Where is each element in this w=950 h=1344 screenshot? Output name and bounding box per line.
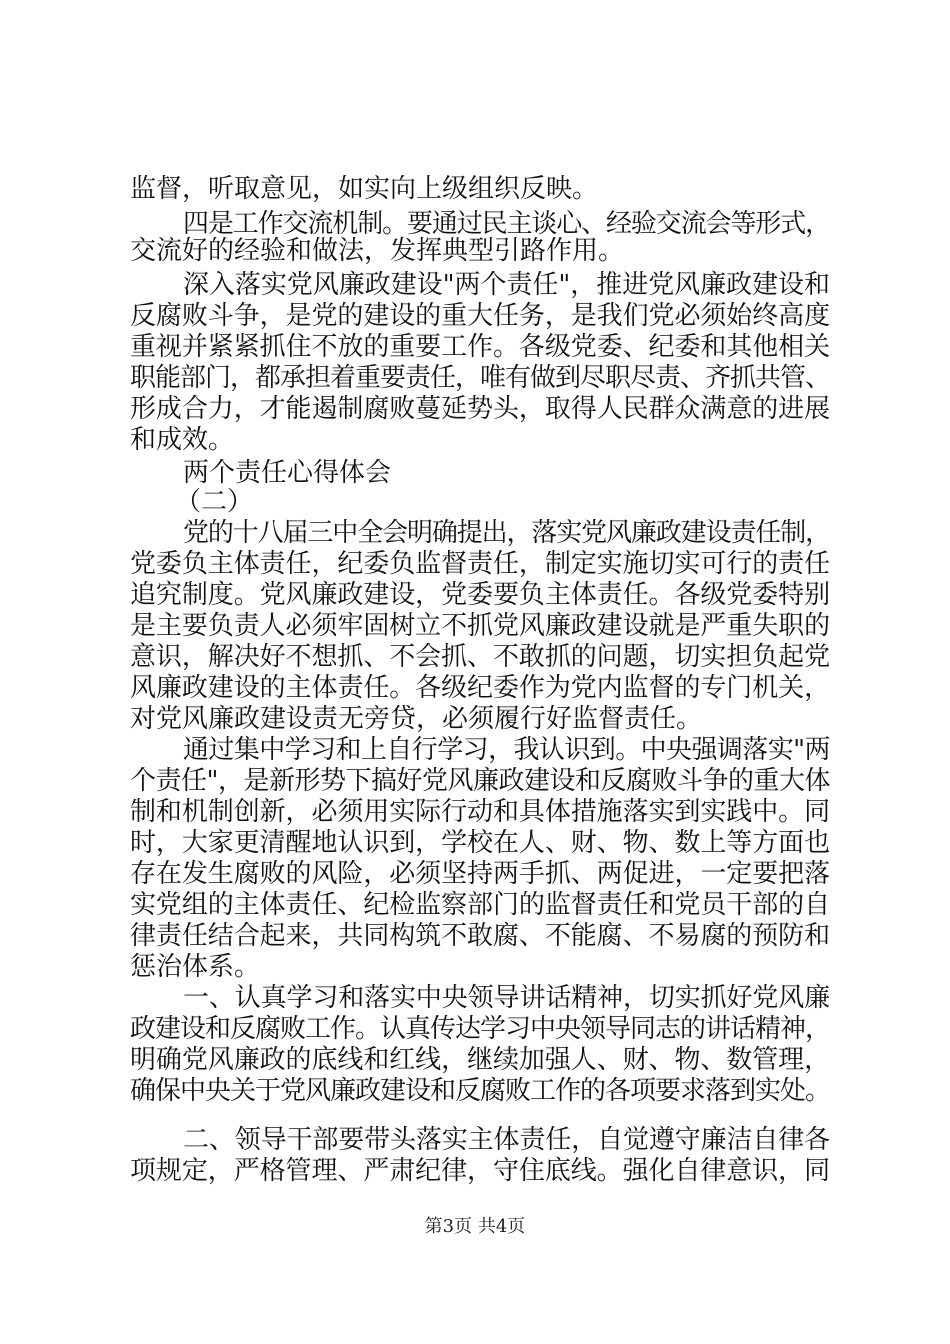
paragraph-line: 意识，解决好不想抓、不会抓、不敢抓的问题，切实担负起党 <box>130 642 831 672</box>
paragraph-line: 个责任"，是新形势下搞好党风廉政建设和反腐败斗争的重大体 <box>130 766 830 796</box>
paragraph-line: 反腐败斗争，是党的建设的重大任务，是我们党必须始终高度 <box>130 301 831 331</box>
paragraph-line: 重视并紧紧抓住不放的重要工作。各级党委、纪委和其他相关 <box>130 332 831 362</box>
paragraph-line: 监督，听取意见，如实向上级组织反映。 <box>130 174 599 204</box>
paragraph-line: 四是工作交流机制。要通过民主谈心、经验交流会等形式， <box>183 209 831 239</box>
page-footer: 第3页 共4页 <box>424 1216 526 1237</box>
paragraph-line: 惩治体系。 <box>130 952 261 982</box>
paragraph-line: 对党风廉政建设责无旁贷，必须履行好监督责任。 <box>130 704 703 734</box>
paragraph-line: 律责任结合起来，共同构筑不敢腐、不能腐、不易腐的预防和 <box>130 921 831 951</box>
paragraph-line: 确保中央关于党风廉政建设和反腐败工作的各项要求落到实处。 <box>130 1076 831 1106</box>
paragraph-line: 二、领导干部要带头落实主体责任，自觉遵守廉洁自律各 <box>183 1125 831 1155</box>
paragraph-line: 形成合力，才能遏制腐败蔓延势头，取得人民群众满意的进展 <box>130 394 831 424</box>
paragraph-line: 深入落实党风廉政建设"两个责任"，推进党风廉政建设和 <box>183 270 830 300</box>
paragraph-line: 时，大家更清醒地认识到，学校在人、财、物、数上等方面也 <box>130 828 831 858</box>
paragraph-line: 一、认真学习和落实中央领导讲话精神，切实抓好党风廉 <box>183 983 831 1013</box>
paragraph-line: 实党组的主体责任、纪检监察部门的监督责任和党员干部的自 <box>130 890 831 920</box>
paragraph-line: 党的十八届三中全会明确提出，落实党风廉政建设责任制， <box>183 518 831 548</box>
paragraph-line: 是主要负责人必须牢固树立不抓党风廉政建设就是严重失职的 <box>130 611 831 641</box>
section-title: 两个责任心得体会 <box>183 458 392 488</box>
paragraph-line: 明确党风廉政的底线和红线，继续加强人、财、物、数管理， <box>130 1045 831 1075</box>
paragraph-line: 政建设和反腐败工作。认真传达学习中央领导同志的讲话精神， <box>130 1014 831 1044</box>
paragraph-line: 存在发生腐败的风险，必须坚持两手抓、两促进，一定要把落 <box>130 859 831 889</box>
section-subtitle: （二） <box>175 487 254 517</box>
paragraph-line: 通过集中学习和上自行学习，我认识到。中央强调落实"两 <box>183 735 830 765</box>
paragraph-line: 项规定，严格管理、严肃纪律，守住底线。强化自律意识，同 <box>130 1156 831 1186</box>
paragraph-line: 交流好的经验和做法，发挥典型引路作用。 <box>130 236 625 266</box>
paragraph-line: 追究制度。党风廉政建设，党委要负主体责任。各级党委特别 <box>130 580 831 610</box>
paragraph-line: 制和机制创新，必须用实际行动和具体措施落实到实践中。同 <box>130 797 831 827</box>
paragraph-line: 职能部门，都承担着重要责任，唯有做到尽职尽责、齐抓共管、 <box>130 363 831 393</box>
paragraph-line: 风廉政建设的主体责任。各级纪委作为党内监督的专门机关， <box>130 673 831 703</box>
paragraph-line: 和成效。 <box>130 425 235 455</box>
paragraph-line: 党委负主体责任，纪委负监督责任，制定实施切实可行的责任 <box>130 549 831 579</box>
